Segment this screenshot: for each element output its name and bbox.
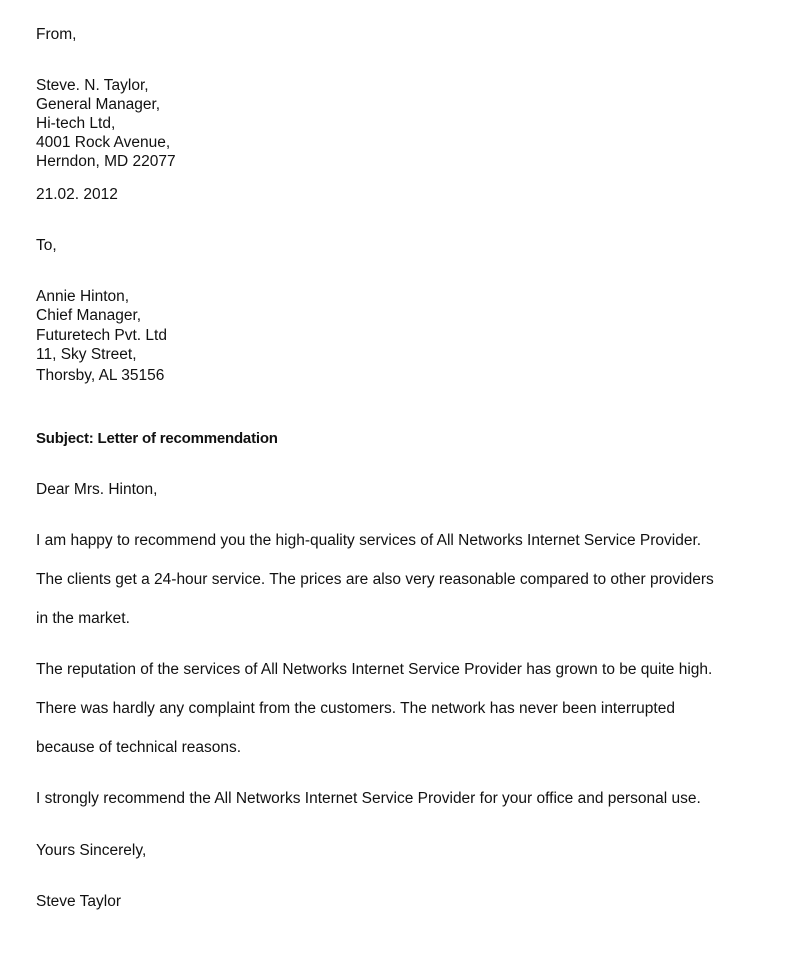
recipient-city: Thorsby, AL 35156 [36, 367, 165, 384]
sender-street: 4001 Rock Avenue, [36, 134, 171, 151]
paragraph-line: There was hardly any complaint from the customers. The network has never been interrupted [36, 700, 675, 717]
paragraph-line: in the market. [36, 610, 130, 627]
to-label: To, [36, 237, 57, 254]
from-label: From, [36, 26, 77, 43]
paragraph-line: The reputation of the services of All Networks Internet Service Provider has grown to be quite high. [36, 661, 713, 678]
sender-city: Herndon, MD 22077 [36, 153, 176, 170]
sender-title: General Manager, [36, 96, 161, 113]
recipient-street: 11, Sky Street, [36, 346, 137, 363]
letter-date: 21.02. 2012 [36, 186, 118, 203]
subject-line: Subject: Letter of recommendation [36, 430, 278, 447]
recipient-name: Annie Hinton, [36, 288, 130, 305]
signature-name: Steve Taylor [36, 893, 122, 910]
recipient-title: Chief Manager, [36, 307, 142, 324]
paragraph-line: The clients get a 24-hour service. The prices are also very reasonable compared to other providers [36, 571, 714, 588]
salutation: Dear Mrs. Hinton, [36, 481, 158, 498]
paragraph-line: because of technical reasons. [36, 739, 242, 756]
sender-name: Steve. N. Taylor, [36, 77, 149, 94]
sender-company: Hi-tech Ltd, [36, 115, 116, 132]
recipient-company: Futuretech Pvt. Ltd [36, 327, 167, 344]
paragraph-line: I am happy to recommend you the high-quality services of All Networks Internet Service Provider. [36, 532, 702, 549]
closing: Yours Sincerely, [36, 842, 147, 859]
paragraph-line: I strongly recommend the All Networks Internet Service Provider for your office and personal use. [36, 790, 701, 807]
